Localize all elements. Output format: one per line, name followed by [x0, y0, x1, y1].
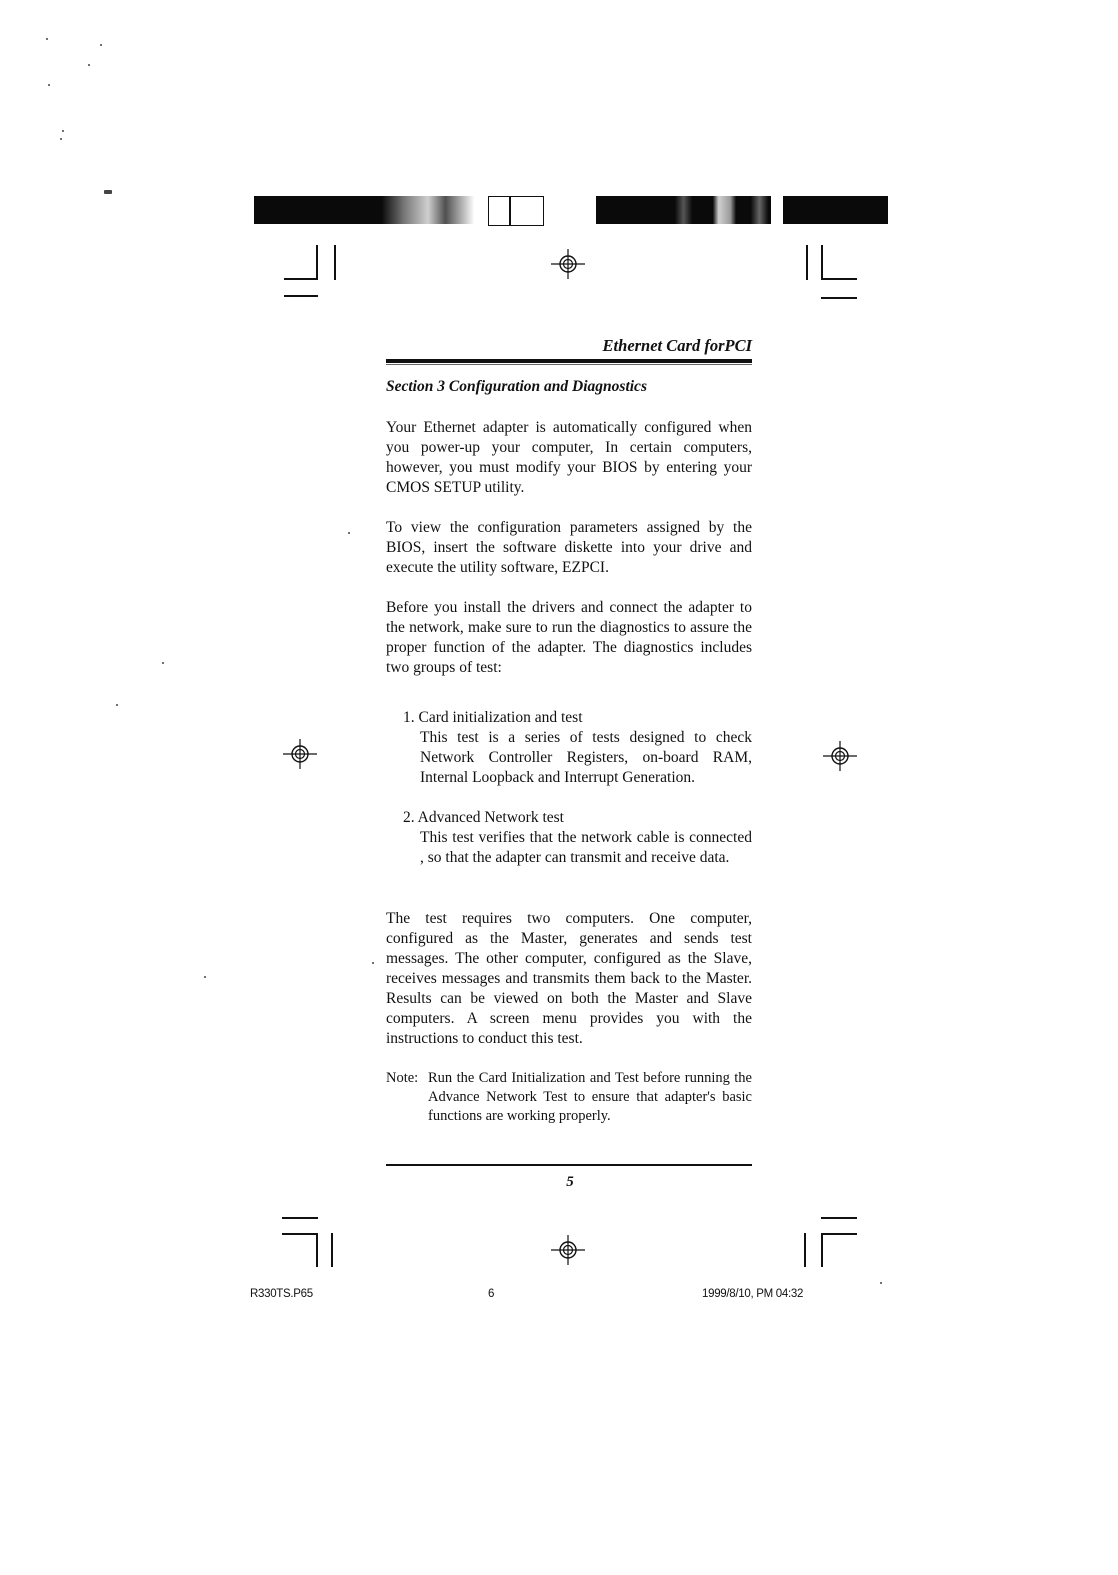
body-paragraph: Before you install the drivers and connect the adapter to the network, make sure to run the diagnostics to assure the proper function of the adapter. The diagnostics includes two groups of test: [386, 599, 752, 676]
registration-mark-right [823, 739, 857, 773]
color-bar-left-white-box [488, 196, 510, 226]
registration-mark-bottom [551, 1233, 585, 1267]
note-text: Run the Card Initialization and Test before running the Advance Network Test to ensure that adapter's basic functions are working properly. [428, 1070, 752, 1124]
running-header-title: Ethernet Card forPCI [602, 336, 752, 355]
page-number: 5 [566, 1174, 574, 1190]
list-item-label: 2. Advanced Network test [403, 809, 564, 826]
registration-mark-top [551, 247, 585, 281]
list-item-description: This test is a series of tests designed to check Network Controller Registers, on-board RAM, Internal Loopback and Interrupt Generation. [420, 729, 752, 786]
color-bar-left-white-box [510, 196, 544, 226]
body-paragraph: To view the configuration parameters assigned by the BIOS, insert the software diskette into your drive and execute the utility software, EZPCI. [386, 519, 752, 576]
slug-timestamp: 1999/8/10, PM 04:32 [702, 1288, 804, 1300]
list-item [403, 808, 752, 868]
slug-filename: R330TS.P65 [250, 1288, 313, 1300]
section-title: Section 3 Configuration and Diagnostics [386, 378, 647, 395]
list-item-description: This test verifies that the network cable is connected , so that the adapter can transmit and receive data. [420, 829, 752, 866]
registration-mark-left [283, 737, 317, 771]
body-paragraph: Your Ethernet adapter is automatically configured when you power-up your computer, In certain computers, however, you must modify your BIOS by entering your CMOS SETUP utility. [386, 419, 752, 496]
header-rule-thin [386, 364, 752, 365]
body-paragraph: The test requires two computers. One computer, configured as the Master, generates and sends test messages. The other computer, configured as the Slave, receives messages and transmits them back to the Master. Results can be viewed on both the Master and Slave computers. A screen menu provides you with the instructions to conduct this test. [386, 910, 752, 1047]
note-label: Note: [386, 1070, 419, 1086]
footer-rule [386, 1164, 752, 1166]
list-item-label: 1. Card initialization and test [403, 709, 583, 726]
header-rule [386, 359, 752, 363]
slug-sheet: 6 [488, 1288, 495, 1300]
list-item [403, 708, 752, 788]
color-bar-right [596, 196, 888, 224]
note [386, 1069, 752, 1126]
